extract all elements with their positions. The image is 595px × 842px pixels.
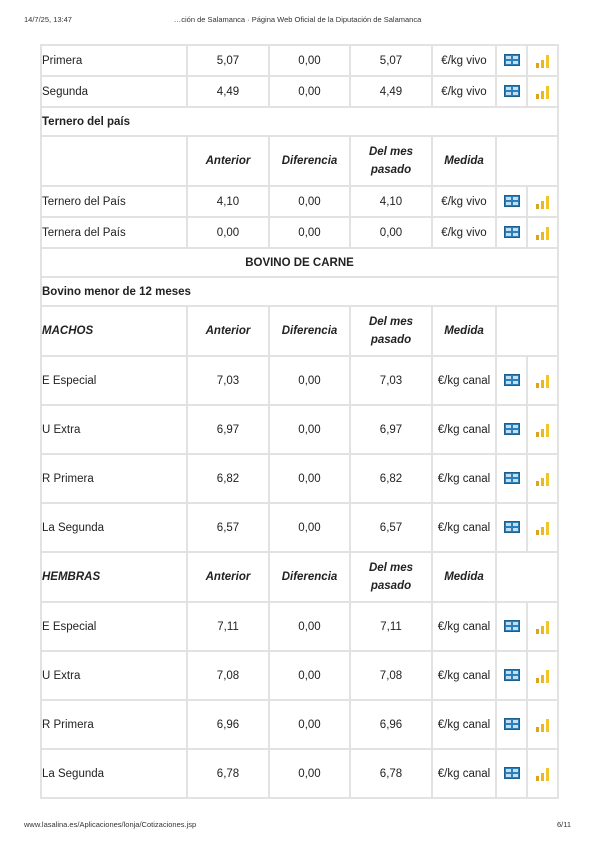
- price-table: [40, 44, 559, 799]
- table-view-cell: [496, 602, 527, 651]
- print-header: [24, 15, 571, 27]
- price-row: [41, 454, 558, 503]
- price-anterior: 7,11: [187, 602, 269, 651]
- table-view-cell: [496, 503, 527, 552]
- header-anterior: Anterior: [187, 136, 269, 186]
- chart-view-cell: [527, 217, 558, 248]
- table-view-cell: [496, 405, 527, 454]
- bar-chart-icon[interactable]: [535, 521, 551, 535]
- bar-chart-icon[interactable]: [535, 226, 551, 240]
- price-anterior: 7,03: [187, 356, 269, 405]
- price-diferencia: 0,00: [269, 454, 350, 503]
- price-row: [41, 45, 558, 76]
- section-title-row: [41, 107, 558, 136]
- product-name: E Especial: [41, 356, 187, 405]
- chart-view-cell: [527, 651, 558, 700]
- chart-view-cell: [527, 45, 558, 76]
- header-anterior: Anterior: [187, 552, 269, 602]
- price-diferencia: 0,00: [269, 186, 350, 217]
- header-del-mes-pasado: Del mes pasado: [350, 136, 432, 186]
- table-view-cell: [496, 356, 527, 405]
- unit-measure: €/kg canal: [432, 700, 496, 749]
- product-name: E Especial: [41, 602, 187, 651]
- price-mes-pasado: 4,49: [350, 76, 432, 107]
- section-title: Bovino menor de 12 meses: [41, 277, 558, 306]
- table-view-cell: [496, 45, 527, 76]
- price-anterior: 4,10: [187, 186, 269, 217]
- bar-chart-icon[interactable]: [535, 767, 551, 781]
- price-anterior: 6,82: [187, 454, 269, 503]
- unit-measure: €/kg canal: [432, 602, 496, 651]
- table-icon[interactable]: [504, 521, 520, 533]
- chart-view-cell: [527, 503, 558, 552]
- unit-measure: €/kg vivo: [432, 76, 496, 107]
- print-datetime: 14/7/25, 13:47: [24, 15, 72, 24]
- price-diferencia: 0,00: [269, 45, 350, 76]
- price-anterior: 6,57: [187, 503, 269, 552]
- table-icon[interactable]: [504, 226, 520, 238]
- price-diferencia: 0,00: [269, 602, 350, 651]
- product-name: Primera: [41, 45, 187, 76]
- price-mes-pasado: 7,11: [350, 602, 432, 651]
- print-page-number: 6/11: [556, 820, 571, 829]
- price-diferencia: 0,00: [269, 76, 350, 107]
- price-row: [41, 651, 558, 700]
- bar-chart-icon[interactable]: [535, 85, 551, 99]
- price-row: [41, 217, 558, 248]
- table-view-cell: [496, 700, 527, 749]
- chart-view-cell: [527, 454, 558, 503]
- price-row: [41, 405, 558, 454]
- unit-measure: €/kg vivo: [432, 186, 496, 217]
- bar-chart-icon[interactable]: [535, 423, 551, 437]
- product-name: Ternero del País: [41, 186, 187, 217]
- print-page-title: …ción de Salamanca · Página Web Oficial de la Diputación de Salamanca: [173, 15, 422, 24]
- product-name: La Segunda: [41, 503, 187, 552]
- table-icon[interactable]: [504, 669, 520, 681]
- price-mes-pasado: 0,00: [350, 217, 432, 248]
- empty-header-cell: [496, 552, 558, 602]
- price-row: [41, 700, 558, 749]
- unit-measure: €/kg canal: [432, 356, 496, 405]
- header-del-mes-pasado: Del mes pasado: [350, 552, 432, 602]
- unit-measure: €/kg vivo: [432, 45, 496, 76]
- table-icon[interactable]: [504, 620, 520, 632]
- category-banner-row: [41, 248, 558, 277]
- price-row: [41, 602, 558, 651]
- product-name: U Extra: [41, 651, 187, 700]
- product-name: Ternera del País: [41, 217, 187, 248]
- bar-chart-icon[interactable]: [535, 472, 551, 486]
- price-diferencia: 0,00: [269, 356, 350, 405]
- header-diferencia: Diferencia: [269, 306, 350, 356]
- unit-measure: €/kg canal: [432, 651, 496, 700]
- table-icon[interactable]: [504, 718, 520, 730]
- header-del-mes-pasado: Del mes pasado: [350, 306, 432, 356]
- unit-measure: €/kg canal: [432, 454, 496, 503]
- unit-measure: €/kg canal: [432, 405, 496, 454]
- price-mes-pasado: 7,03: [350, 356, 432, 405]
- table-view-cell: [496, 186, 527, 217]
- table-icon[interactable]: [504, 423, 520, 435]
- price-mes-pasado: 6,97: [350, 405, 432, 454]
- category-banner: BOVINO DE CARNE: [41, 248, 558, 277]
- column-header-row: [41, 552, 558, 602]
- header-medida: Medida: [432, 552, 496, 602]
- table-view-cell: [496, 217, 527, 248]
- table-icon[interactable]: [504, 374, 520, 386]
- chart-view-cell: [527, 76, 558, 107]
- price-diferencia: 0,00: [269, 700, 350, 749]
- chart-view-cell: [527, 700, 558, 749]
- unit-measure: €/kg canal: [432, 503, 496, 552]
- header-anterior: Anterior: [187, 306, 269, 356]
- price-anterior: 6,97: [187, 405, 269, 454]
- empty-header-cell: [496, 136, 558, 186]
- price-row: [41, 186, 558, 217]
- header-diferencia: Diferencia: [269, 552, 350, 602]
- column-header-row: [41, 306, 558, 356]
- price-anterior: 4,49: [187, 76, 269, 107]
- price-row: [41, 749, 558, 798]
- table-view-cell: [496, 454, 527, 503]
- unit-measure: €/kg vivo: [432, 217, 496, 248]
- price-mes-pasado: 6,57: [350, 503, 432, 552]
- bar-chart-icon[interactable]: [535, 620, 551, 634]
- product-name: R Primera: [41, 454, 187, 503]
- header-diferencia: Diferencia: [269, 136, 350, 186]
- price-diferencia: 0,00: [269, 405, 350, 454]
- product-name: R Primera: [41, 700, 187, 749]
- price-anterior: 6,96: [187, 700, 269, 749]
- price-mes-pasado: 6,78: [350, 749, 432, 798]
- chart-view-cell: [527, 356, 558, 405]
- table-view-cell: [496, 749, 527, 798]
- price-mes-pasado: 7,08: [350, 651, 432, 700]
- price-mes-pasado: 4,10: [350, 186, 432, 217]
- column-header-row: [41, 136, 558, 186]
- price-diferencia: 0,00: [269, 651, 350, 700]
- price-row: [41, 356, 558, 405]
- chart-view-cell: [527, 749, 558, 798]
- unit-measure: €/kg canal: [432, 749, 496, 798]
- price-row: [41, 503, 558, 552]
- price-mes-pasado: 5,07: [350, 45, 432, 76]
- table-icon[interactable]: [504, 195, 520, 207]
- section-title: Ternero del país: [41, 107, 558, 136]
- product-name: Segunda: [41, 76, 187, 107]
- print-url: www.lasalina.es/Aplicaciones/lonja/Cotizaciones.jsp: [24, 820, 197, 829]
- chart-view-cell: [527, 602, 558, 651]
- group-label: HEMBRAS: [41, 552, 187, 602]
- price-row: [41, 76, 558, 107]
- bar-chart-icon[interactable]: [535, 374, 551, 388]
- table-view-cell: [496, 651, 527, 700]
- table-icon[interactable]: [504, 472, 520, 484]
- bar-chart-icon[interactable]: [535, 54, 551, 68]
- table-view-cell: [496, 76, 527, 107]
- header-medida: Medida: [432, 136, 496, 186]
- price-anterior: 6,78: [187, 749, 269, 798]
- empty-header-cell: [41, 136, 187, 186]
- chart-view-cell: [527, 405, 558, 454]
- bar-chart-icon[interactable]: [535, 195, 551, 209]
- price-diferencia: 0,00: [269, 217, 350, 248]
- bar-chart-icon[interactable]: [535, 718, 551, 732]
- print-footer: [24, 820, 571, 832]
- price-mes-pasado: 6,82: [350, 454, 432, 503]
- price-anterior: 0,00: [187, 217, 269, 248]
- table-icon[interactable]: [504, 767, 520, 779]
- price-anterior: 5,07: [187, 45, 269, 76]
- chart-view-cell: [527, 186, 558, 217]
- table-icon[interactable]: [504, 85, 520, 97]
- header-medida: Medida: [432, 306, 496, 356]
- price-mes-pasado: 6,96: [350, 700, 432, 749]
- product-name: La Segunda: [41, 749, 187, 798]
- group-label: MACHOS: [41, 306, 187, 356]
- section-title-row: [41, 277, 558, 306]
- price-diferencia: 0,00: [269, 503, 350, 552]
- bar-chart-icon[interactable]: [535, 669, 551, 683]
- product-name: U Extra: [41, 405, 187, 454]
- table-icon[interactable]: [504, 54, 520, 66]
- empty-header-cell: [496, 306, 558, 356]
- price-anterior: 7,08: [187, 651, 269, 700]
- price-diferencia: 0,00: [269, 749, 350, 798]
